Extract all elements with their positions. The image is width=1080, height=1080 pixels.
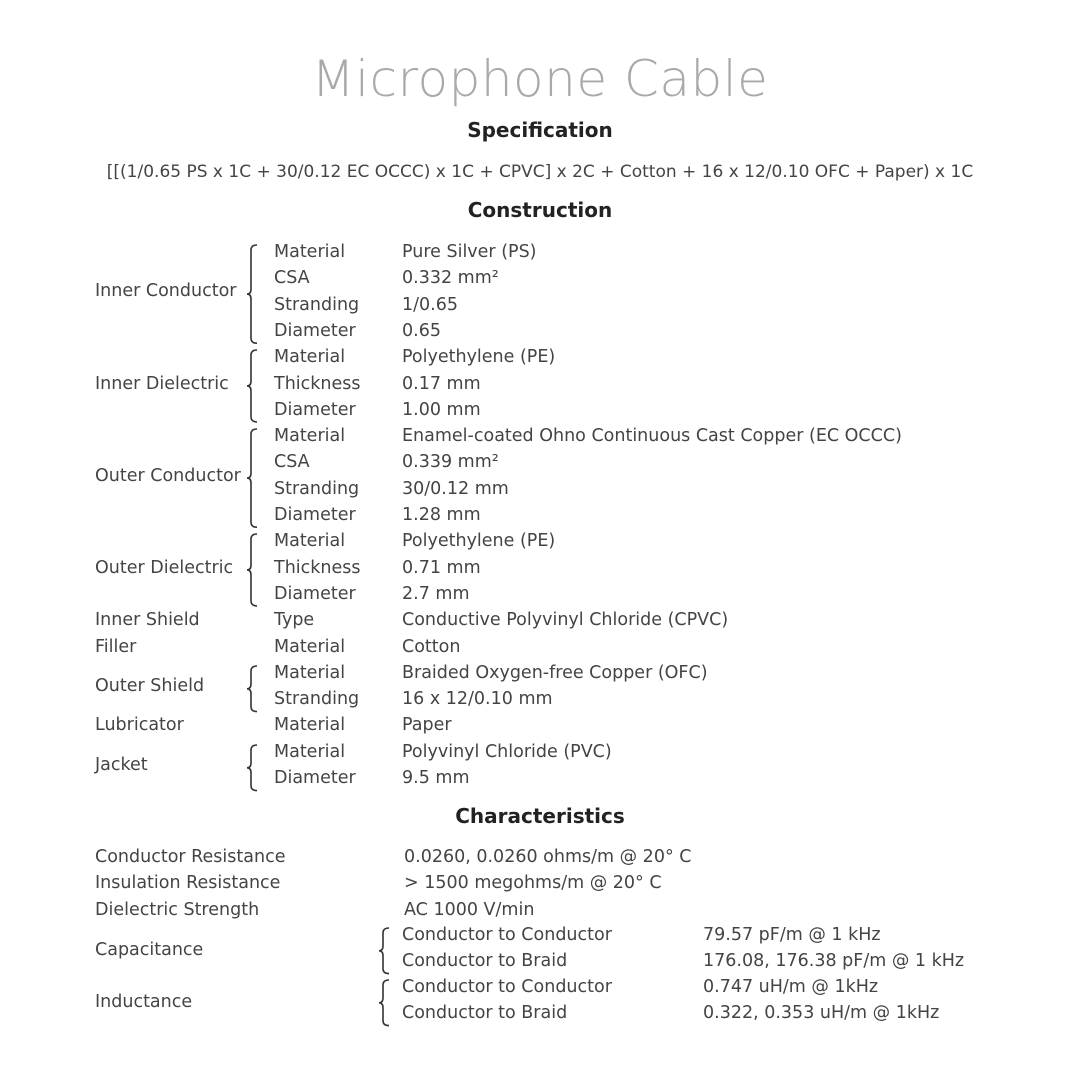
property-value: Conductive Polyvinyl Chloride (CPVC) (402, 610, 729, 631)
characteristic-value: 79.57 pF/m @ 1 kHz (703, 925, 881, 945)
construction-heading: Construction (467, 198, 613, 222)
property-value: 1/0.65 (402, 294, 458, 315)
property-label-stranding: Stranding (274, 689, 360, 710)
curly-brace-icon (246, 744, 258, 792)
property-value: 0.332 mm² (402, 268, 499, 289)
property-value: 1.00 mm (402, 399, 481, 420)
property-label-material: Material (274, 636, 346, 657)
property-label-thickness: Thickness (274, 557, 361, 578)
characteristic-sublabel-conductor-to-braid: Conductor to Braid (402, 1003, 568, 1024)
property-label-material: Material (274, 715, 346, 736)
property-value: 0.65 (402, 320, 441, 341)
property-value: Polyethylene (PE) (402, 347, 556, 368)
property-label-diameter: Diameter (274, 399, 356, 420)
property-label-stranding: Stranding (274, 478, 360, 499)
property-value: Enamel-coated Ohno Continuous Cast Copper (EC OCCC) (402, 426, 902, 447)
characteristic-sublabel-conductor-to-conductor: Conductor to Conductor (402, 925, 612, 945)
page-title: Microphone Cable (311, 50, 769, 108)
property-value: Polyvinyl Chloride (PVC) (402, 741, 612, 762)
property-label-material: Material (274, 242, 346, 262)
property-value: 0.71 mm (402, 557, 481, 578)
property-label-diameter: Diameter (274, 768, 356, 788)
characteristics-heading: Characteristics (455, 804, 625, 828)
property-value: Paper (402, 715, 452, 736)
property-label-stranding: Stranding (274, 294, 360, 315)
group-name-outer-shield: Outer Shield (95, 675, 205, 696)
specification-formula: [[(1/0.65 PS x 1C + 30/0.12 EC OCCC) x 1C + CPVC] x 2C + Cotton + 16 x 12/0.10 OFC + Paper) x 1C (106, 162, 974, 182)
property-label-csa: CSA (274, 268, 310, 289)
property-label-type: Type (274, 610, 315, 631)
characteristic-value: 0.322, 0.353 uH/m @ 1kHz (703, 1003, 940, 1024)
group-name-jacket: Jacket (95, 754, 148, 775)
group-name-filler: Filler (95, 636, 137, 657)
property-value: Pure Silver (PS) (402, 242, 537, 262)
property-value: 30/0.12 mm (402, 478, 509, 499)
curly-brace-icon (246, 428, 258, 528)
characteristic-sublabel-conductor-to-conductor: Conductor to Conductor (402, 977, 612, 997)
characteristic-value: > 1500 megohms/m @ 20° C (404, 873, 662, 894)
property-label-diameter: Diameter (274, 583, 356, 604)
characteristic-label-dielectric-strength: Dielectric Strength (95, 899, 260, 920)
property-label-material: Material (274, 426, 346, 447)
property-value: 2.7 mm (402, 583, 470, 604)
characteristic-label-inductance: Inductance (95, 992, 193, 1013)
curly-brace-icon (246, 665, 258, 713)
curly-brace-icon (246, 349, 258, 423)
group-name-outer-dielectric: Outer Dielectric (95, 557, 234, 578)
group-name-inner-shield: Inner Shield (95, 610, 200, 631)
characteristic-sublabel-conductor-to-braid: Conductor to Braid (402, 951, 568, 972)
property-value: Polyethylene (PE) (402, 531, 556, 552)
property-value: 1.28 mm (402, 505, 481, 525)
property-value: Cotton (402, 636, 461, 657)
curly-brace-icon (378, 927, 390, 975)
characteristic-value: 0.0260, 0.0260 ohms/m @ 20° C (404, 847, 692, 867)
characteristic-label-conductor-resistance: Conductor Resistance (95, 847, 286, 867)
property-label-diameter: Diameter (274, 505, 356, 525)
property-label-material: Material (274, 531, 346, 552)
characteristic-value: AC 1000 V/min (404, 899, 535, 920)
group-name-inner-dielectric: Inner Dielectric (95, 373, 229, 394)
property-value: 16 x 12/0.10 mm (402, 689, 553, 710)
characteristic-value: 0.747 uH/m @ 1kHz (703, 977, 879, 997)
property-label-material: Material (274, 347, 346, 368)
specification-heading: Specification (467, 118, 613, 142)
property-label-csa: CSA (274, 452, 310, 473)
property-value: 0.17 mm (402, 373, 481, 394)
group-name-inner-conductor: Inner Conductor (95, 281, 237, 302)
property-value: Braided Oxygen-free Copper (OFC) (402, 662, 708, 683)
property-value: 0.339 mm² (402, 452, 499, 473)
property-label-material: Material (274, 662, 346, 683)
characteristic-value: 176.08, 176.38 pF/m @ 1 kHz (703, 951, 965, 972)
characteristic-label-capacitance: Capacitance (95, 940, 204, 961)
group-name-outer-conductor: Outer Conductor (95, 465, 241, 486)
curly-brace-icon (246, 244, 258, 344)
characteristic-label-insulation-resistance: Insulation Resistance (95, 873, 281, 894)
property-value: 9.5 mm (402, 768, 470, 788)
property-label-diameter: Diameter (274, 320, 356, 341)
property-label-material: Material (274, 741, 346, 762)
curly-brace-icon (378, 979, 390, 1027)
property-label-thickness: Thickness (274, 373, 361, 394)
curly-brace-icon (246, 533, 258, 607)
group-name-lubricator: Lubricator (95, 715, 184, 736)
